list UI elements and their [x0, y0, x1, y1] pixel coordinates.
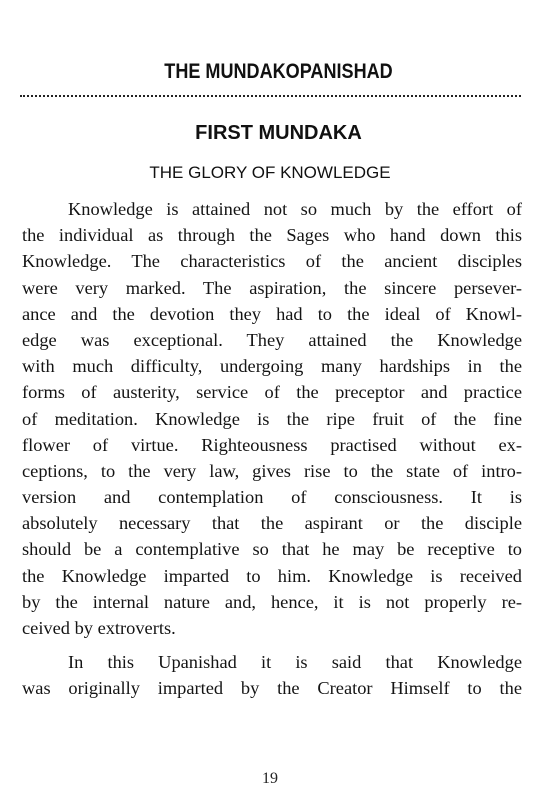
paragraph-gap: [22, 641, 522, 649]
text-line: version and contemplation of consciousness. It is: [22, 487, 522, 508]
text-line: the individual as through the Sages who hand down this: [22, 225, 522, 246]
text-line: In this Upanishad it is said that Knowledge: [68, 652, 522, 673]
page-number: 19: [262, 770, 278, 787]
paragraph: [22, 196, 522, 641]
chapter-title: FIRST MUNDAKA: [195, 122, 362, 144]
text-line: with much difficulty, undergoing many hardships in the: [22, 356, 522, 377]
text-line: were very marked. The aspiration, the sincere persever-: [22, 277, 522, 298]
text-line: ceived by extroverts.: [22, 618, 176, 638]
paragraph: [22, 649, 522, 701]
text-line: was originally imparted by the Creator Himself to the: [22, 678, 522, 699]
text-line: Knowledge. The characteristics of the ancient disciples: [22, 251, 522, 272]
text-line: the Knowledge imparted to him. Knowledge is received: [22, 565, 522, 586]
header-dotted-rule: [20, 95, 521, 97]
text-line: edge was exceptional. They attained the Knowledge: [22, 329, 522, 350]
text-line: by the internal nature and, hence, it is not properly re-: [22, 591, 522, 612]
running-head: THE MUNDAKOPANISHAD: [164, 60, 393, 83]
text-line: should be a contemplative so that he may be receptive to: [22, 539, 522, 560]
text-line: forms of austerity, service of the preceptor and practice: [22, 382, 522, 403]
body-text: [22, 196, 522, 702]
section-title: THE GLORY OF KNOWLEDGE: [149, 163, 391, 182]
text-line: ance and the devotion they had to the ideal of Knowl-: [22, 303, 522, 324]
text-line: Knowledge is attained not so much by the effort of: [68, 199, 522, 219]
text-line: flower of virtue. Righteousness practised without ex-: [22, 434, 522, 455]
text-line: absolutely necessary that the aspirant or the disciple: [22, 513, 522, 534]
text-line: of meditation. Knowledge is the ripe fruit of the fine: [22, 408, 522, 429]
text-line: ceptions, to the very law, gives rise to the state of intro-: [22, 460, 522, 481]
